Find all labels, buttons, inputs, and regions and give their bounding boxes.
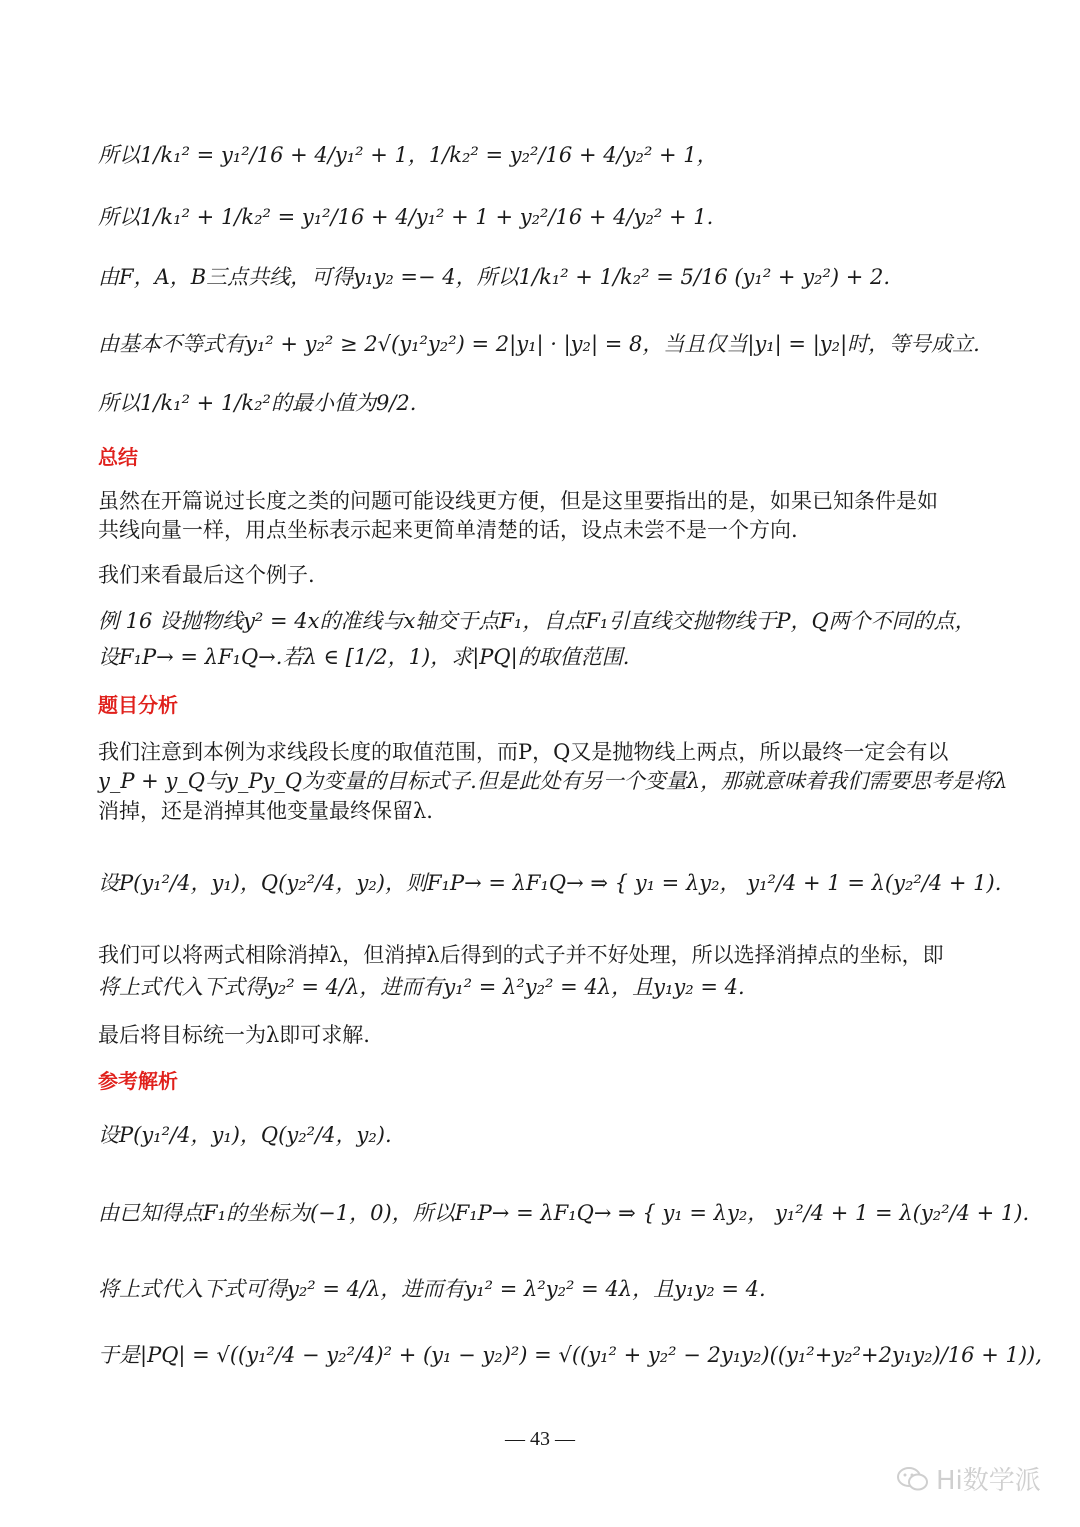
section-heading-summary: 总结 xyxy=(98,445,138,469)
text-line: 我们来看最后这个例子. xyxy=(98,563,315,587)
text-line: 所以1/k₁² = y₁²/16 + 4/y₁² + 1，1/k₂² = y₂²/16 + 4/y₂² + 1， xyxy=(98,143,718,167)
wechat-icon xyxy=(896,1465,930,1493)
text-line: 我们注意到本例为求线段长度的取值范围，而P，Q又是抛物线上两点，所以最终一定会有以 xyxy=(98,740,949,764)
text-line: 由F，A，B三点共线，可得y₁y₂ =− 4，所以1/k₁² + 1/k₂² = 5/16 (y₁² + y₂²) + 2. xyxy=(98,265,891,289)
text-line: 将上式代入下式可得y₂² = 4/λ，进而有y₁² = λ²y₂² = 4λ，且y₁y₂ = 4. xyxy=(98,1277,766,1301)
text-line: 将上式代入下式得y₂² = 4/λ，进而有y₁² = λ²y₂² = 4λ，且y₁y₂ = 4. xyxy=(98,975,745,999)
section-heading-reference: 参考解析 xyxy=(98,1069,178,1093)
text-line: 所以1/k₁² + 1/k₂²的最小值为9/2. xyxy=(98,391,417,415)
text-line: y_P + y_Q与y_Py_Q为变量的目标式子.但是此处有另一个变量λ，那就意味着我们需要思考是将λ xyxy=(98,769,1008,793)
text-line: 由已知得点F₁的坐标为(−1，0)，所以F₁P→ = λF₁Q→ ⇒ { y₁ = λy₂， y₁²/4 + 1 = λ(y₂²/4 + 1). xyxy=(98,1201,1030,1225)
text-line: 设P(y₁²/4，y₁)，Q(y₂²/4，y₂). xyxy=(98,1123,392,1147)
text-line: 于是|PQ| = √((y₁²/4 − y₂²/4)² + (y₁ − y₂)²) = √((y₁² + y₂² − 2y₁y₂)((y₁²+y₂²+2y₁y₂)/16 + 1)), xyxy=(98,1343,1042,1367)
page-number: — 43 — xyxy=(505,1428,575,1450)
text-line: 共线向量一样，用点坐标表示起来更简单清楚的话，设点未尝不是一个方向. xyxy=(98,518,798,542)
text-line: 所以1/k₁² + 1/k₂² = y₁²/16 + 4/y₁² + 1 + y₂²/16 + 4/y₂² + 1. xyxy=(98,205,714,229)
text-line: 设P(y₁²/4，y₁)，Q(y₂²/4，y₂)，则F₁P→ = λF₁Q→ ⇒ { y₁ = λy₂， y₁²/4 + 1 = λ(y₂²/4 + 1). xyxy=(98,871,1002,895)
section-heading-analysis: 题目分析 xyxy=(98,693,178,717)
watermark xyxy=(896,1460,1041,1497)
watermark-text: Hi数学派 xyxy=(936,1466,1041,1496)
text-line: 虽然在开篇说过长度之类的问题可能设线更方便，但是这里要指出的是，如果已知条件是如 xyxy=(98,489,938,513)
text-line: 由基本不等式有y₁² + y₂² ≥ 2√(y₁²y₂²) = 2|y₁| · |y₂| = 8，当且仅当|y₁| = |y₂|时，等号成立. xyxy=(98,332,980,356)
text-line: 例 16 设抛物线y² = 4x的准线与x轴交于点F₁，自点F₁引直线交抛物线于P，Q两个不同的点， xyxy=(98,609,976,633)
text-line: 消掉，还是消掉其他变量最终保留λ. xyxy=(98,799,433,823)
text-line: 设F₁P→ = λF₁Q→.若λ ∈ [1/2，1)，求|PQ|的取值范围. xyxy=(98,645,630,669)
text-line: 我们可以将两式相除消掉λ，但消掉λ后得到的式子并不好处理，所以选择消掉点的坐标，即 xyxy=(98,943,944,967)
text-line: 最后将目标统一为λ即可求解. xyxy=(98,1023,370,1047)
